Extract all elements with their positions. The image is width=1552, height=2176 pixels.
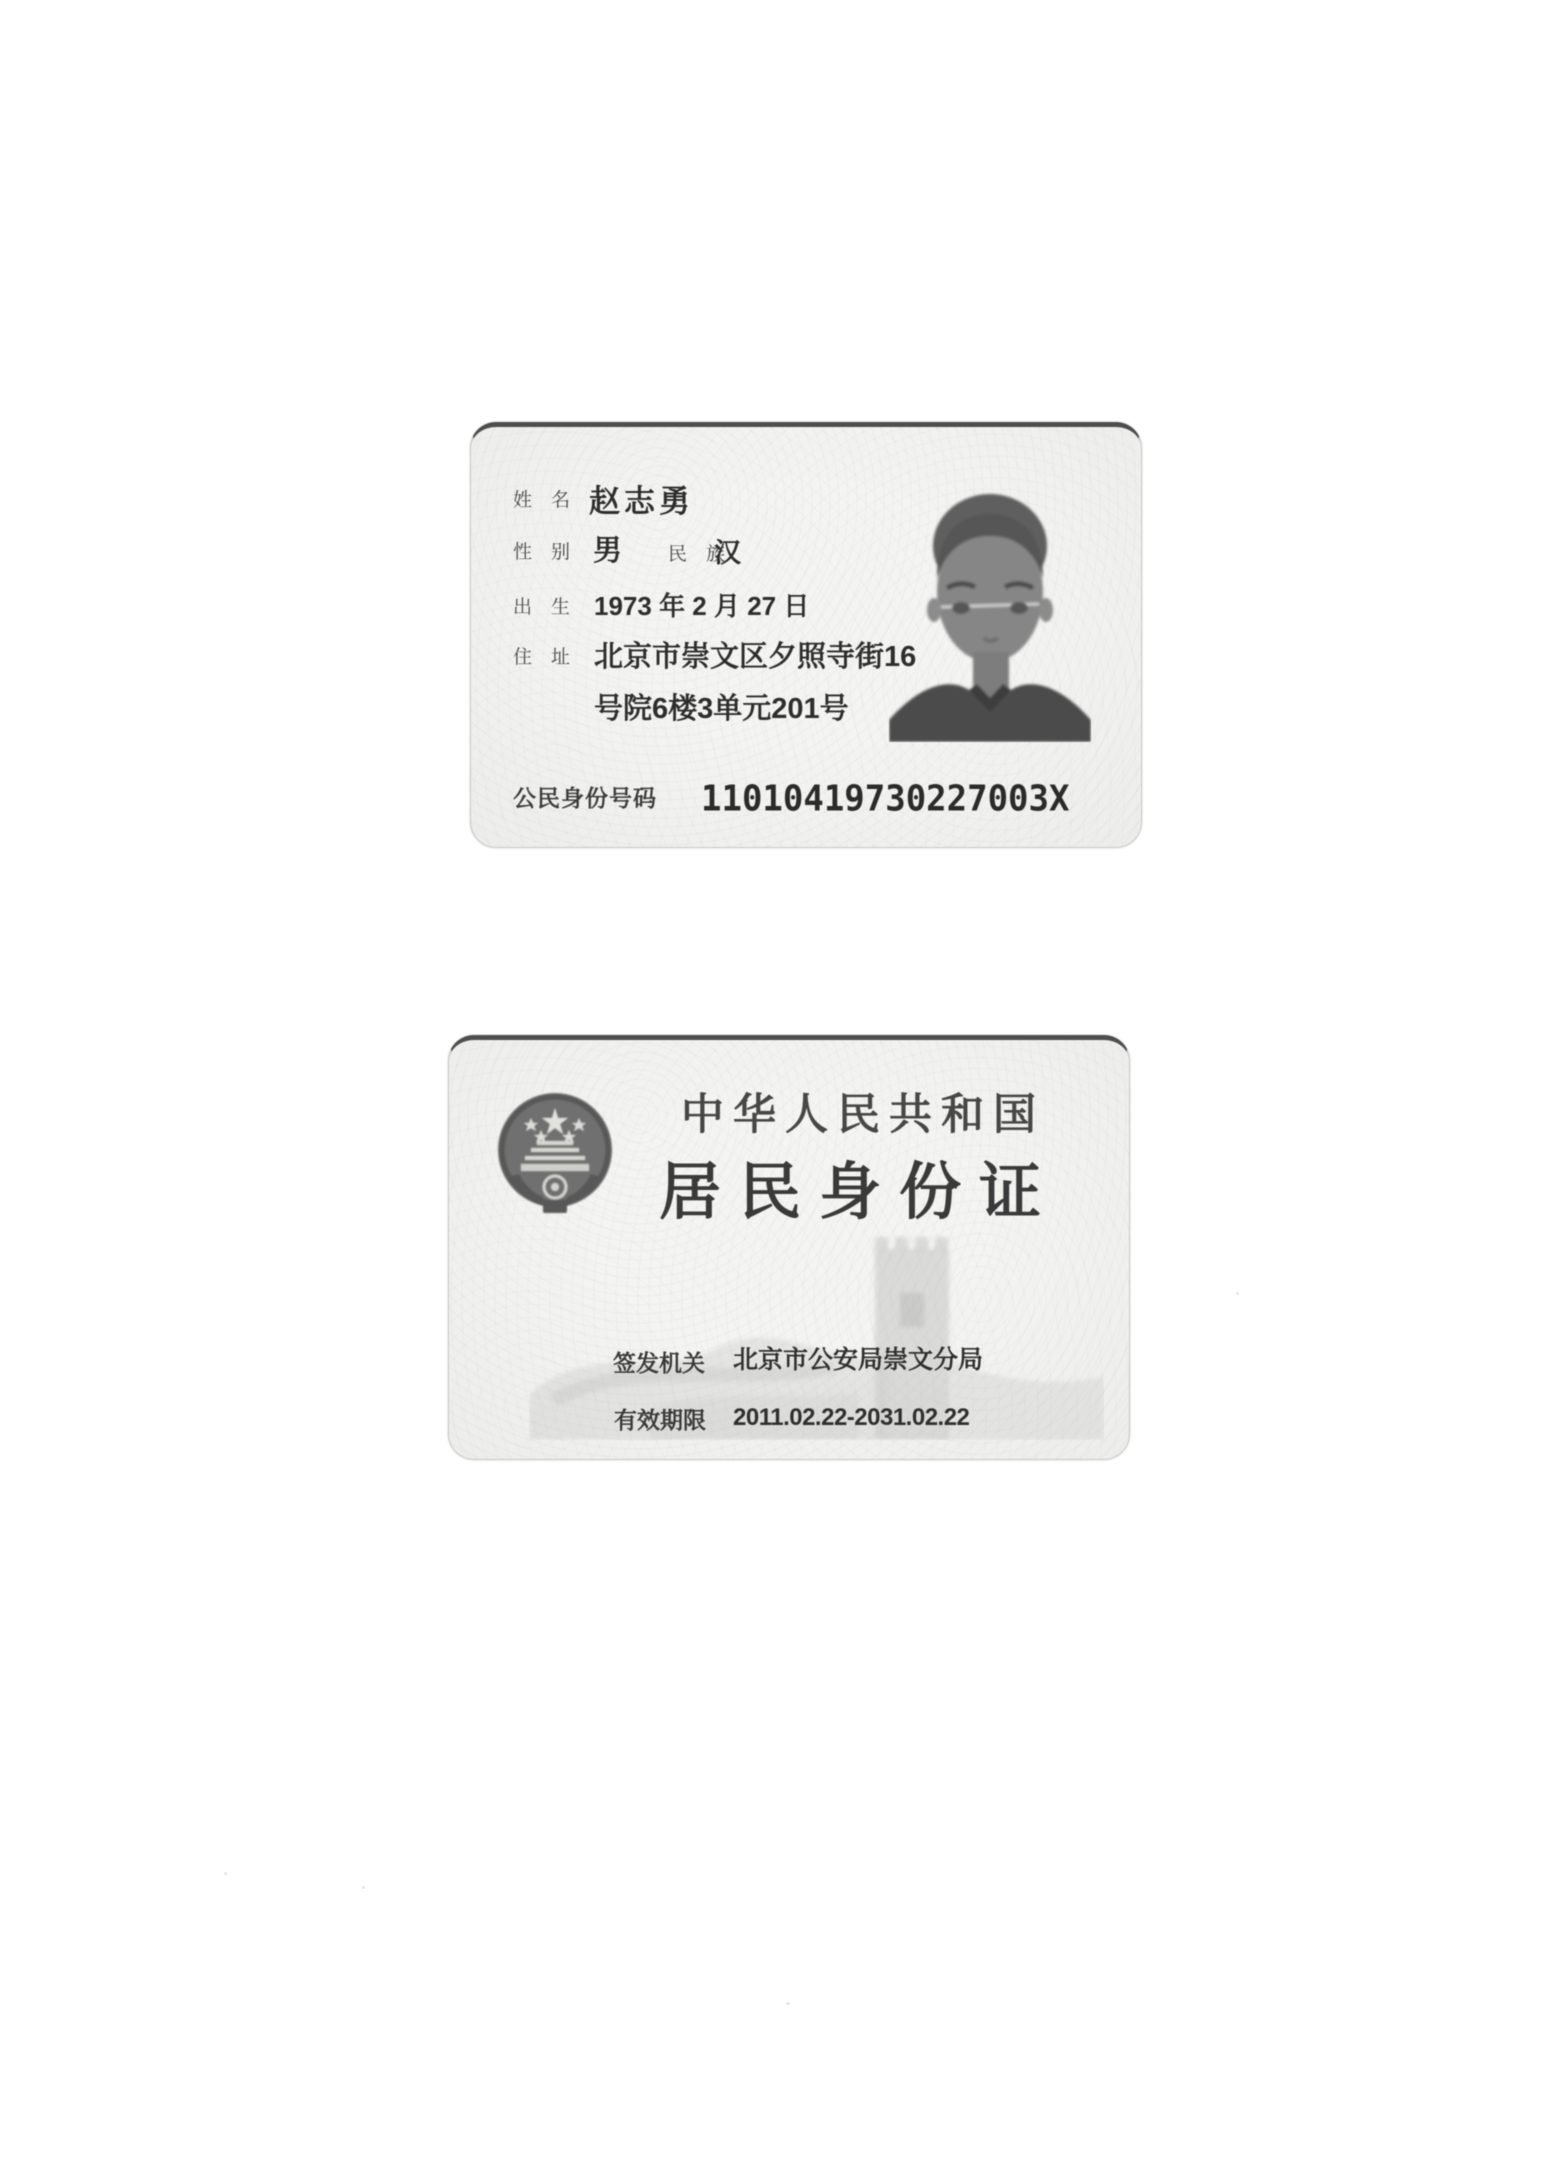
portrait-photo xyxy=(889,460,1091,742)
sex-value: 男 xyxy=(593,535,623,567)
address-label: 住 址 xyxy=(513,647,571,668)
name-label: 姓 名 xyxy=(513,490,571,511)
national-emblem-icon xyxy=(491,1084,619,1226)
ethnicity-label: 民 族 xyxy=(668,544,726,565)
id-card-back xyxy=(448,1035,1130,1460)
scan-speck xyxy=(786,2002,790,2005)
id-number-label: 公民身份号码 xyxy=(513,785,657,811)
portrait-photo-icon xyxy=(889,460,1091,742)
card-title: 居民身份证 xyxy=(659,1159,1060,1227)
issuing-authority-value: 北京市公安局崇文分局 xyxy=(733,1346,984,1374)
birthdate-label: 出 生 xyxy=(513,597,571,618)
id-number-value: 11010419730227003X xyxy=(701,777,1070,820)
ethnicity-value: 汉 xyxy=(714,538,741,568)
address-line2: 号院6楼3单元201号 xyxy=(594,693,849,725)
name-value: 赵志勇 xyxy=(589,484,694,519)
sex-label: 性 别 xyxy=(513,542,571,563)
birthdate-value: 1973 年 2 月 27 日 xyxy=(594,591,810,621)
country-title: 中华人民共和国 xyxy=(681,1092,1045,1139)
issuing-authority-label: 签发机关 xyxy=(613,1350,705,1376)
address-line1: 北京市崇文区夕照寺街16 xyxy=(594,641,917,673)
validity-period-value: 2011.02.22-2031.02.22 xyxy=(733,1404,970,1431)
scan-speck xyxy=(1236,1292,1239,1295)
validity-period-label: 有效期限 xyxy=(614,1407,706,1433)
scan-speck xyxy=(224,1872,227,1875)
id-card-front xyxy=(470,422,1142,848)
scan-speck xyxy=(362,1886,365,1889)
